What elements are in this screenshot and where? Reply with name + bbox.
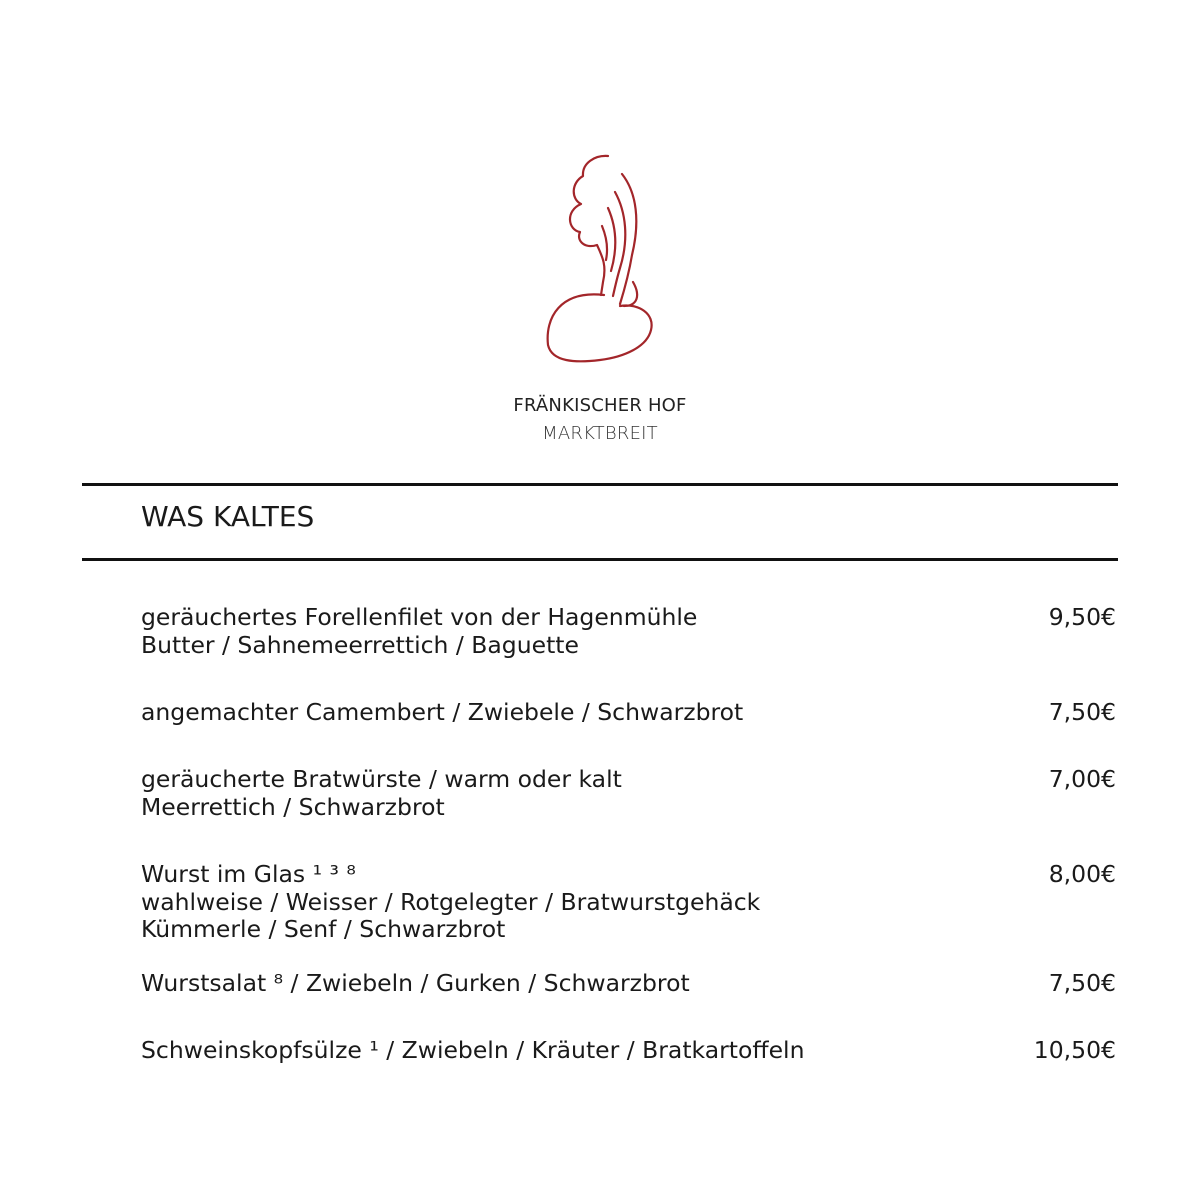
menu-item-price: 7,50€ <box>1048 969 1116 997</box>
menu-item-price: 10,50€ <box>1033 1036 1116 1064</box>
menu-item-description <box>141 1037 981 1065</box>
menu-item <box>141 699 1116 727</box>
menu-item-line: Meerrettich / Schwarzbrot <box>141 792 445 821</box>
menu-item-line: angemachter Camembert / Zwiebele / Schwarzbrot <box>141 698 744 726</box>
menu-item-price: 7,00€ <box>1048 765 1116 793</box>
menu-item-description <box>141 604 981 659</box>
menu-item <box>141 970 1116 998</box>
menu-item <box>141 766 1116 821</box>
menu-item-line: Wurstsalat ⁸ / Zwiebeln / Gurken / Schwarzbrot <box>141 969 690 997</box>
stylized-figure-logo <box>540 150 660 370</box>
menu-item-description <box>141 861 981 944</box>
menu-item <box>141 604 1116 659</box>
menu-item-price: 7,50€ <box>1048 698 1116 726</box>
menu-item-line: wahlweise / Weisser / Rotgelegter / Bratwurstgehäck <box>141 887 761 916</box>
menu-item <box>141 861 1116 944</box>
menu-item-line: Kümmerle / Senf / Schwarzbrot <box>141 915 506 943</box>
menu-item-description <box>141 766 981 821</box>
section-divider-top <box>82 483 1118 486</box>
menu-item-price: 9,50€ <box>1048 603 1116 631</box>
menu-item-line: Schweinskopfsülze ¹ / Zwiebeln / Kräuter / Bratkartoffeln <box>141 1036 805 1064</box>
section-title: WAS KALTES <box>141 500 315 533</box>
menu-item-line: Butter / Sahnemeerrettich / Baguette <box>141 630 579 659</box>
menu-item-description <box>141 970 981 998</box>
menu-item-description <box>141 699 981 727</box>
menu-item-price: 8,00€ <box>1048 860 1116 888</box>
menu-item-line: Wurst im Glas ¹ ³ ⁸ <box>141 860 356 888</box>
restaurant-name: FRÄNKISCHER HOF <box>513 395 687 416</box>
menu-item-line: geräucherte Bratwürste / warm oder kalt <box>141 765 622 793</box>
section-divider-bottom <box>82 558 1118 561</box>
restaurant-location: MARKTBREIT <box>542 423 658 444</box>
menu-item-line: geräuchertes Forellenfilet von der Hagenmühle <box>141 603 698 631</box>
menu-item <box>141 1037 1116 1065</box>
